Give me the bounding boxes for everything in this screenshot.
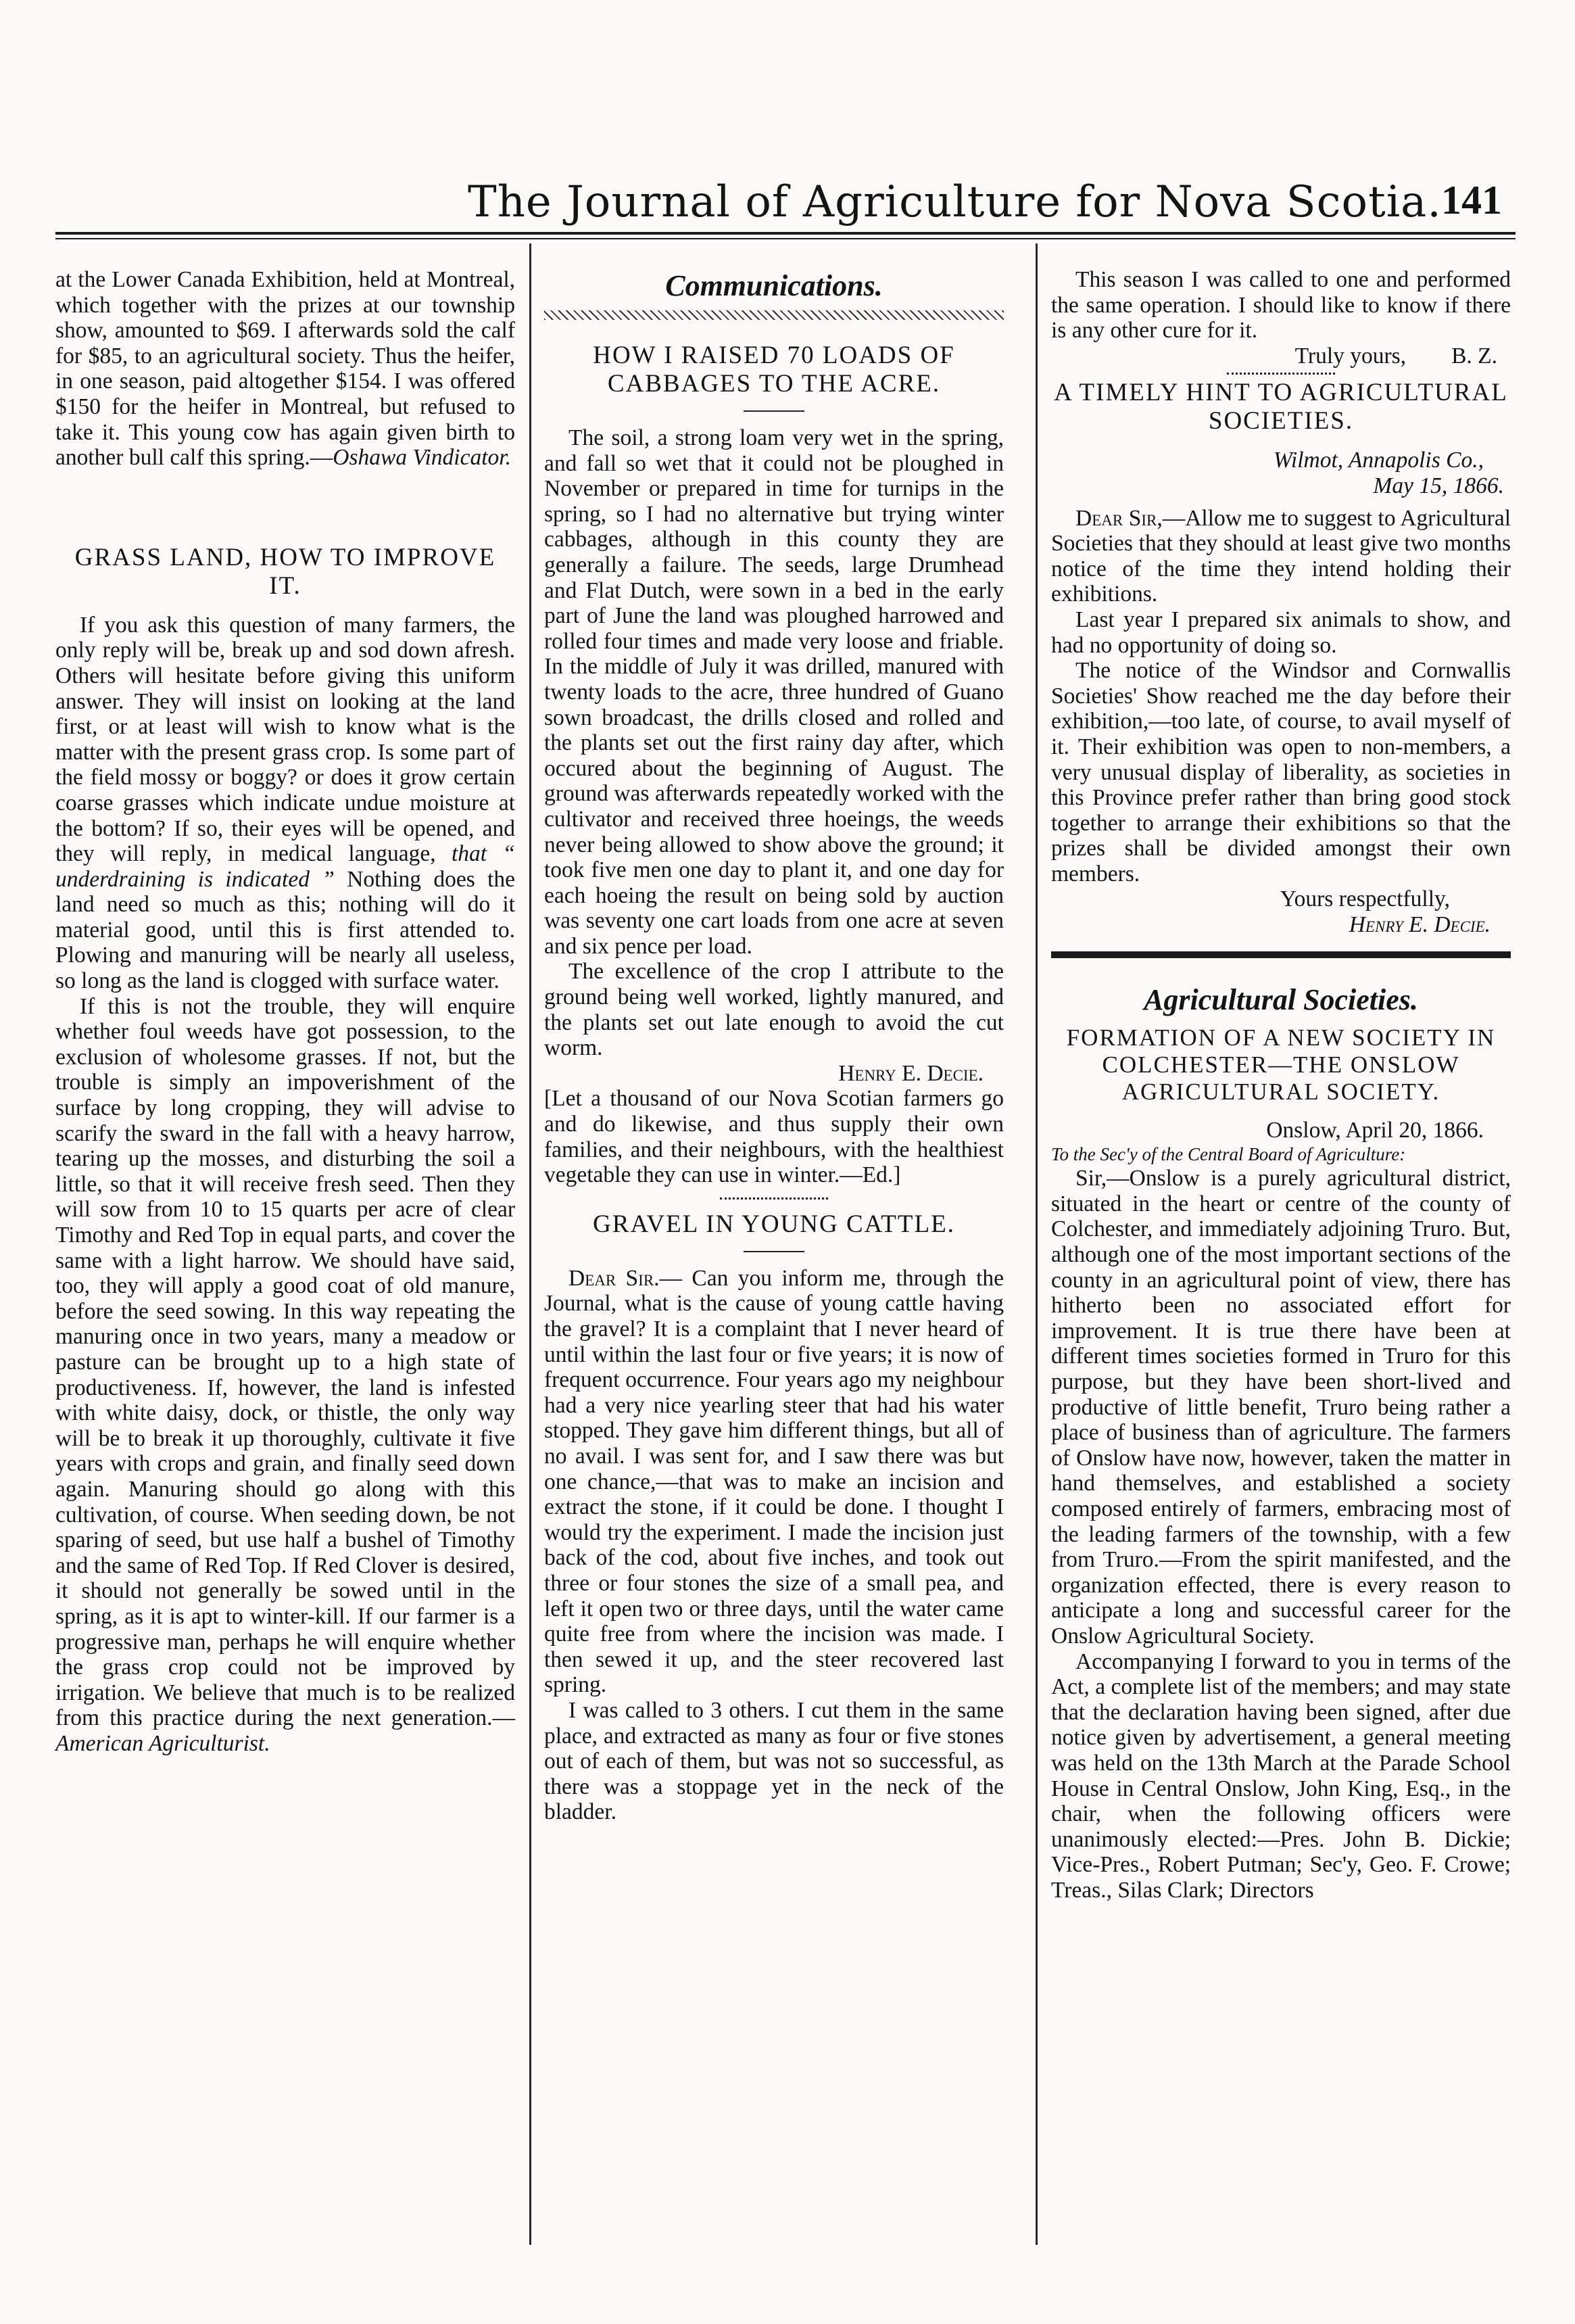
gravel-paragraph-1 — [544, 1266, 1004, 1698]
communications-section-title: Communications. — [665, 269, 883, 302]
gravel-continuation: This season I was called to one and performed the same operation. I should like to know if there is any other cure for it. — [1051, 267, 1511, 343]
page-number: 141 — [1441, 178, 1502, 222]
divider-ornament — [720, 1197, 828, 1200]
gravel-p1-text: — Can you inform me, through the Journal, what is the cause of young cattle having the gravel? It is a complaint that I never heard of until within the last four or five years; it is now of frequent occurrence. Four years ago my neighbour had a very nice yearling steer that had his water stopped. They gave him different things, but all of no avail. I was sent for, and I saw there was but one chance,—that was to make an incision and extract the stone, if it could be done. I thought I would try the experiment. I made the incision just back of the cod, about five inches, and took out three or four stones the size of a small pea, and left it open two or three days, until the water came quite free from where the incision was made. I then sewed it up, and the steer recovered last spring. — [544, 1265, 1004, 1698]
gravel-salutation: Dear Sir. — [568, 1265, 660, 1291]
onslow-paragraph-1: Sir,—Onslow is a purely agricultural district, situated in the heart or centre of the county of Colchester, and immediately adjoining Truro. But, although one of the most important sections of the county in an agricultural point of view, there has hitherto been no associated effort for improvement. It is true there have been at different times societies formed in Truro for this purpose, but they have been short-lived and productive of little benefit, Truro being rather a place of business than of agriculture. The farmers of Onslow have now, however, taken the matter in hand themselves, and established a society composed entirely of farmers, embracing most of the leading farmers of the township, with a few from Truro.—From the spirit manifested, and the organization effected, there is every reason to anticipate a long and successful career for the Onslow Agricultural Society. — [1051, 1166, 1511, 1649]
header-rule-thick — [55, 232, 1516, 235]
timely-hint-salutation: Dear Sir, — [1075, 505, 1163, 531]
continuation-source: Oshawa Vindicator. — [333, 445, 511, 471]
dateline-date: May 15, 1866. — [1373, 473, 1504, 498]
onslow-dateline: Onslow, April 20, 1866. — [1266, 1117, 1484, 1143]
journal-title: The Journal of Agriculture for Nova Scotia. — [468, 177, 1442, 227]
grass-land-quote: that “ underdraining is indicated ” — [55, 841, 515, 892]
section-ornament — [544, 310, 1004, 320]
timely-hint-signature: Henry E. Decie. — [1349, 912, 1491, 938]
heading-rule — [744, 410, 804, 412]
timely-hint-paragraph-2: Last year I prepared six animals to show, and had no opportunity of doing so. — [1051, 607, 1511, 658]
column-1 — [55, 267, 515, 1756]
grass-land-paragraph-1 — [55, 613, 515, 994]
article-continuation — [55, 267, 515, 471]
closing: Yours respectfully, — [1280, 886, 1450, 912]
column-3 — [1051, 267, 1511, 1903]
dateline-place: Wilmot, Annapolis Co., — [1273, 448, 1484, 473]
grass-land-p1-text-2: Nothing does the land need so much as this; nothing will do it material good, until this is first attended to. Plowing and manuring will be nearly all useless, so long as the land is clogged with surface water. — [55, 866, 515, 994]
grass-land-heading: GRASS LAND, HOW TO IMPROVE IT. — [74, 543, 496, 600]
new-society-heading: FORMATION OF A NEW SOCIETY IN COLCHESTER—THE ONSLOW AGRICULTURAL SOCIETY. — [1066, 1024, 1496, 1105]
column-divider-1 — [529, 243, 531, 2245]
grass-land-paragraph-2 — [55, 994, 515, 1757]
cabbages-paragraph-2: The excellence of the crop I attribute to the ground being well worked, lightly manured, and the plants set out late enough to avoid the cut worm. — [544, 959, 1004, 1061]
continuation-text: at the Lower Canada Exhibition, held at Montreal, which together with the prizes at our township show, amounted to $69. I afterwards sold the calf for $85, to an agricultural society. Thus the heifer, in one season, paid altogether $154. I was offered $150 for the heifer in Montreal, but refused to take it. This young cow has again given birth to another bull calf this spring.— — [55, 267, 515, 471]
onslow-paragraph-2: Accompanying I forward to you in terms of the Act, a complete list of the members; and may state that the declaration having been signed, after due notice given by advertisement, a general meeting was held on the 13th March at the Parade School House in Central Onslow, John King, Esq., in the chair, when the following officers were unanimously elected:—Pres. John B. Dickie; Vice-Pres., Robert Putman; Sec'y, Geo. F. Crowe; Treas., Silas Clark; Directors — [1051, 1649, 1511, 1903]
header-rule-thin — [55, 238, 1516, 239]
agricultural-societies-section-title: Agricultural Societies. — [1144, 982, 1418, 1016]
section-rule — [1051, 951, 1511, 958]
gravel-paragraph-2: I was called to 3 others. I cut them in the same place, and extracted as many as four or five stones out of each of them, but was not so successful, as there was a stoppage yet in the neck of the bladder. — [544, 1697, 1004, 1825]
divider-ornament-2 — [1227, 373, 1335, 375]
cabbages-paragraph-1: The soil, a strong loam very wet in the spring, and fall so wet that it could not be ploughed in November or prepared in time for turnips in the spring, so I had no alternative but trying winter cabbages, although in this county they are generally a failure. The seeds, large Drumhead and Flat Dutch, were sown in a bed in the early part of June the land was ploughed harrowed and rolled four times and made very loose and friable. In the middle of July it was drilled, manured with twenty loads to the acre, three hundred of Guano sown broadcast, the drills closed and rolled and the plants set out the first rainy day after, which occured about the beginning of August. The ground was afterwards repeatedly worked with the cultivator and received three hoeings, the weeds never being allowed to show above the ground; it took five men one day to plant it, and one day for each hoeing the result on being sold by auction was seventy one cart loads from one acre at seven and six pence per load. — [544, 425, 1004, 959]
grass-land-p2-text: If this is not the trouble, they will enquire whether foul weeds have got possession, to the exclusion of wholesome grasses. If not, but the trouble is simply an impoverishment of the surface by long cropping, they will advise to scarify the sward in the fall with a heavy harrow, tearing up the mosses, and disturbing the soil a little, so that it will receive fresh seed. Then they will sow from 10 to 15 quarts per acre of clear Timothy and Red Top in equal parts, and cover the same with a light harrow. We should have said, too, they will apply a good coat of old manure, before the seed sowing. In this way repeating the manuring once in two years, many a meadow or pasture can be brought up to a high state of productiveness. If, however, the land is infested with white daisy, dock, or thistle, the only way will be to break it up thoroughly, cultivate it five years with crops and grain, and finally seed down again. Manuring should go along with this cultivation, of course. When seeding down, be not sparing of seed, but use half a bushel of Timothy and the same of Red Top. If Red Clover is desired, it should not generally be sowed until in the spring, as it is apt to winter-kill. If our farmer is a progressive man, perhaps he will enquire whether the grass crop could not be improved by irrigation. We believe that much is to be realized from this practice during the next generation.— — [55, 993, 515, 1731]
timely-hint-paragraph-1 — [1051, 506, 1511, 607]
timely-hint-paragraph-3: The notice of the Windsor and Cornwallis Societies' Show reached me the day before their exhibition,—too late, of course, to avail myself of it. Their exhibition was open to non-members, a very unusual display of liberality, as societies in this Province prefer rather than bring good stock together to arrange their exhibitions so that the prizes shall be divided amongst their own members. — [1051, 658, 1511, 886]
gravel-heading: GRAVEL IN YOUNG CATTLE. — [593, 1210, 955, 1238]
grass-land-source: American Agriculturist. — [55, 1730, 270, 1756]
cabbages-heading: HOW I RAISED 70 LOADS OF CABBAGES TO THE ACRE. — [593, 341, 955, 398]
column-divider-2 — [1036, 243, 1038, 2245]
column-2 — [544, 267, 1004, 1825]
heading-rule-2 — [744, 1251, 804, 1252]
gravel-signature: Truly yours, B. Z. — [1294, 343, 1497, 369]
address-line: To the Sec'y of the Central Board of Agriculture: — [1051, 1144, 1406, 1165]
cabbages-signature: Henry E. Decie. — [838, 1060, 984, 1086]
grass-land-p1-text: If you ask this question of many farmers, the only reply will be, break up and sod down afresh. Others will hesitate before giving this uniform answer. They will insist on looking at the land first, or at least will wish to know what is the matter with the present grass crop. Is some part of the field mossy or boggy? or does it grow certain coarse grasses which indicate undue moisture at the bottom? If so, their eyes will be opened, and they will reply, in medical language, — [55, 612, 515, 867]
timely-hint-p1-text: —Allow me to suggest to Agricultural Societies that they should at least give two months notice of the time they intend holding their exhibitions. — [1051, 505, 1511, 607]
timely-hint-heading: A TIMELY HINT TO AGRICULTURAL SOCIETIES. — [1054, 379, 1508, 435]
editor-note: [Let a thousand of our Nova Scotian farmers go and do likewise, and thus supply their own families, and their neighbours, with the healthiest vegetable they can use in winter.—Ed.] — [544, 1086, 1004, 1188]
